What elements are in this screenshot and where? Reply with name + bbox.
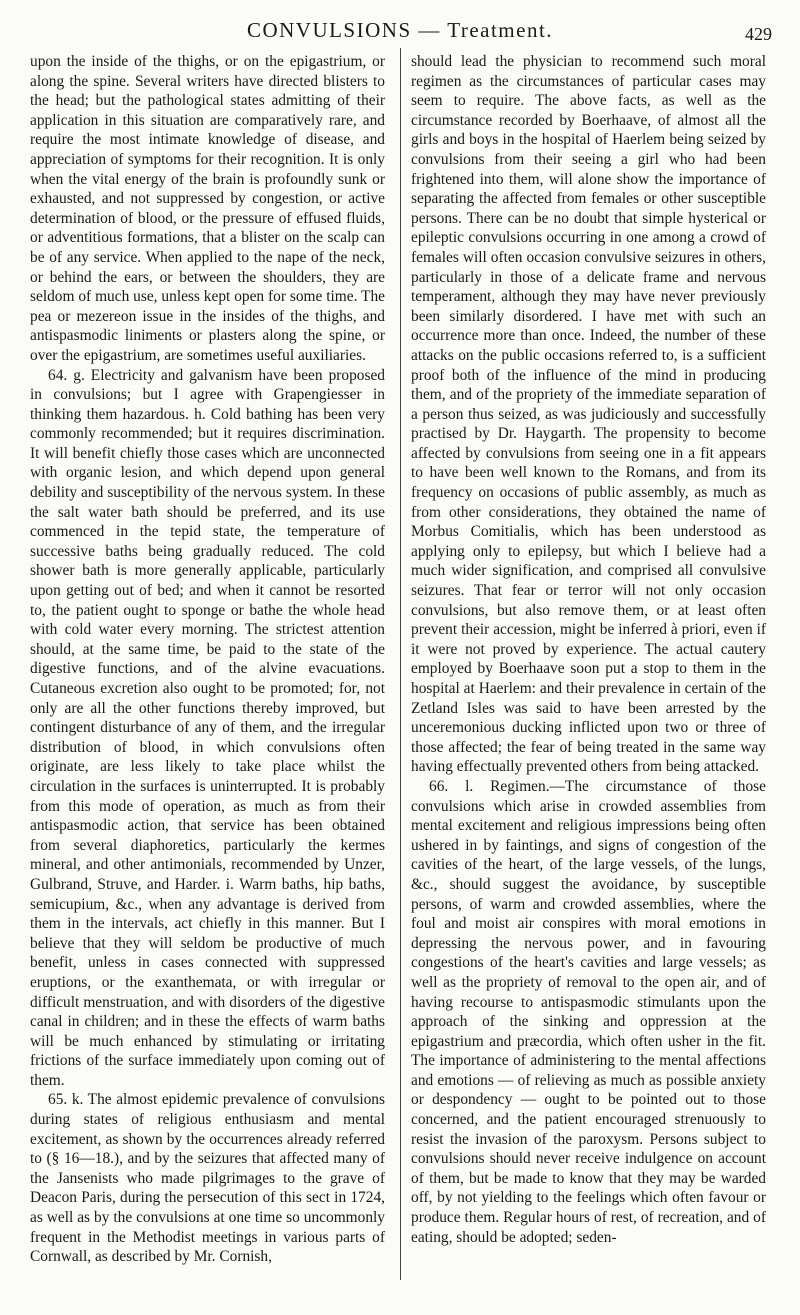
- column-divider: [400, 48, 401, 1280]
- running-title: CONVULSIONS — Treatment.: [246, 18, 554, 42]
- paragraph: should lead the physician to recommend such moral regimen as the circumstances of particular cases may seem to require. The above facts, as well as the circumstance recorded by Boerhaave, of almost all the girls and boys in the hospital of Haerlem being seized by convulsions from their seeing a girl who had been frightened into them, will alone show the importance of separating the affected from females or other susceptible persons. There can be no doubt that simple hysterical or epileptic convulsions occurring in one among a crowd of females will often occasion convulsive seizures in others, particularly in those of a delicate frame and nervous temperament, although they may have never previously been similarly disordered. I have met with such an occurrence more than once. Indeed, the number of these attacks on the public occasions referred to, is a sufficient proof both of the influence of the mind in producing them, and of the propriety of the immediate separation of a person thus seized, as was judiciously and successfully practised by Dr. Haygarth. The propensity to become affected by convulsions from seeing one in a fit appears to have been well known to the Romans, and from its frequency on occasions of public assembly, as much as from other considerations, they obtained the name of Morbus Comitialis, which has been understood as applying only to epilepsy, but which I believe had a much wider signification, and comprised all convulsive seizures. That fear or terror will not only occasion convulsions, but also remove them, or at least often prevent their accession, might be inferred à priori, even if it were not proved by experience. The actual cautery employed by Boerhaave soon put a stop to them in the hospital at Haerlem: and their prevalence in certain of the Zetland Isles was said to have been arrested by the unceremonious ducking inflicted upon two or three of those affected; the fear of being treated in the same way having effectually prevented others from being attacked.: [411, 53, 766, 776]
- right-column: [411, 52, 766, 1247]
- paragraph-64: 64. g. Electricity and galvanism have been proposed in convulsions; but I agree with Grapengiesser in thinking them hazardous. h. Cold bathing has been very commonly recommended; but it requires discrimination. It will benefit chiefly those cases which are unconnected with organic lesion, and which depend upon general debility and susceptibility of the nervous system. In these the salt water bath should be preferred, and its use commenced in the tepid state, the temperature of successive baths being gradually reduced. The cold shower bath is more generally applicable, particularly upon getting out of bed; and when it cannot be resorted to, the patient ought to sponge or bathe the whole head with cold water every morning. The strictest attention should, at the same time, be paid to the state of the digestive functions, and of the alvine evacuations. Cutaneous excretion also ought to be promoted; for, not only are all the other functions thereby improved, but contingent disturbance of any of them, and the irregular distribution of blood, in which convulsions often originate, are less likely to take place whilst the circulation in the surfaces is uninterrupted. It is probably from this mode of operation, as much as from their antispasmodic action, that service has been obtained from several diaphoretics, particularly the kermes mineral, and other antimonials, recommended by Unzer, Gulbrand, Struve, and Harder. i. Warm baths, hip baths, semicupium, &c., when any advantage is derived from them in the intervals, act chiefly in this manner. But I believe that they will seldom be productive of much benefit, unless in cases connected with suppressed eruptions, or the exanthemata, or with irregular or difficult menstruation, and with disorders of the digestive canal in children; and in these the effects of warm baths will be much enhanced by stimulating or irritating frictions of the surface immediately upon coming out of them.: [30, 366, 385, 1089]
- paragraph-66: 66. l. Regimen.—The circumstance of those convulsions which arise in crowded assemblies from mental excitement and religious impressions being often ushered in by faintings, and signs of congestion of the cavities of the heart, of the large vessels, of the lungs, &c., should suggest the avoidance, by susceptible persons, of warm and crowded assemblies, where the foul and moist air conspires with moral emotions in depressing the nervous power, and in favouring congestions of the heart's cavities and large vessels; as well as the propriety of removal to the open air, and of having recourse to antispasmodic stimulants upon the approach of the sinking and oppression at the epigastrium and præcordia, which often usher in the fit. The importance of administering to the mental affections and emotions — of relieving as much as possible anxiety or despondency — ought to be pointed out to those concerned, and the patient encouraged strenuously to resist the invasion of the paroxysm. Persons subject to convulsions should never receive indulgence on account of them, but be made to know that they may be warded off, by not yielding to the feelings which often favour or produce them. Regular hours of rest, of recreation, and of eating, should be adopted; seden-: [411, 777, 766, 1246]
- paragraph-65: 65. k. The almost epidemic prevalence of convulsions during states of religious enthusiasm and mental excitement, as shown by the occurrences already referred to (§ 16—18.), and by the seizures that affected many of the Jansenists who made pilgrimages to the grave of Deacon Paris, during the persecution of this sect in 1724, as well as by the convulsions at one time so uncommonly frequent in the Methodist meetings in various parts of Cornwall, as described by Mr. Cornish,: [30, 1091, 385, 1266]
- page-number: 429: [745, 24, 772, 44]
- paragraph: upon the inside of the thighs, or on the epigastrium, or along the spine. Several writers have directed blisters to the head; but the pathological states admitting of their application in this situation are comparatively rare, and require the most intimate knowledge of disease, and appreciation of symptoms for their recognition. It is only when the vital energy of the brain is profoundly sunk or exhausted, and not suppressed by congestion, or active determination of blood, or the pressure of effused fluids, or adventitious formations, that a blister on the scalp can be of any service. When applied to the nape of the neck, or behind the ears, or between the shoulders, they are seldom of much use, unless kept open for some time. The pea or mezereon issue in the insides of the thighs, and antispasmodic liniments or plasters along the spine, or over the epigastrium, are sometimes useful auxiliaries.: [30, 53, 385, 364]
- left-column: [30, 52, 385, 1267]
- running-head: [28, 18, 772, 44]
